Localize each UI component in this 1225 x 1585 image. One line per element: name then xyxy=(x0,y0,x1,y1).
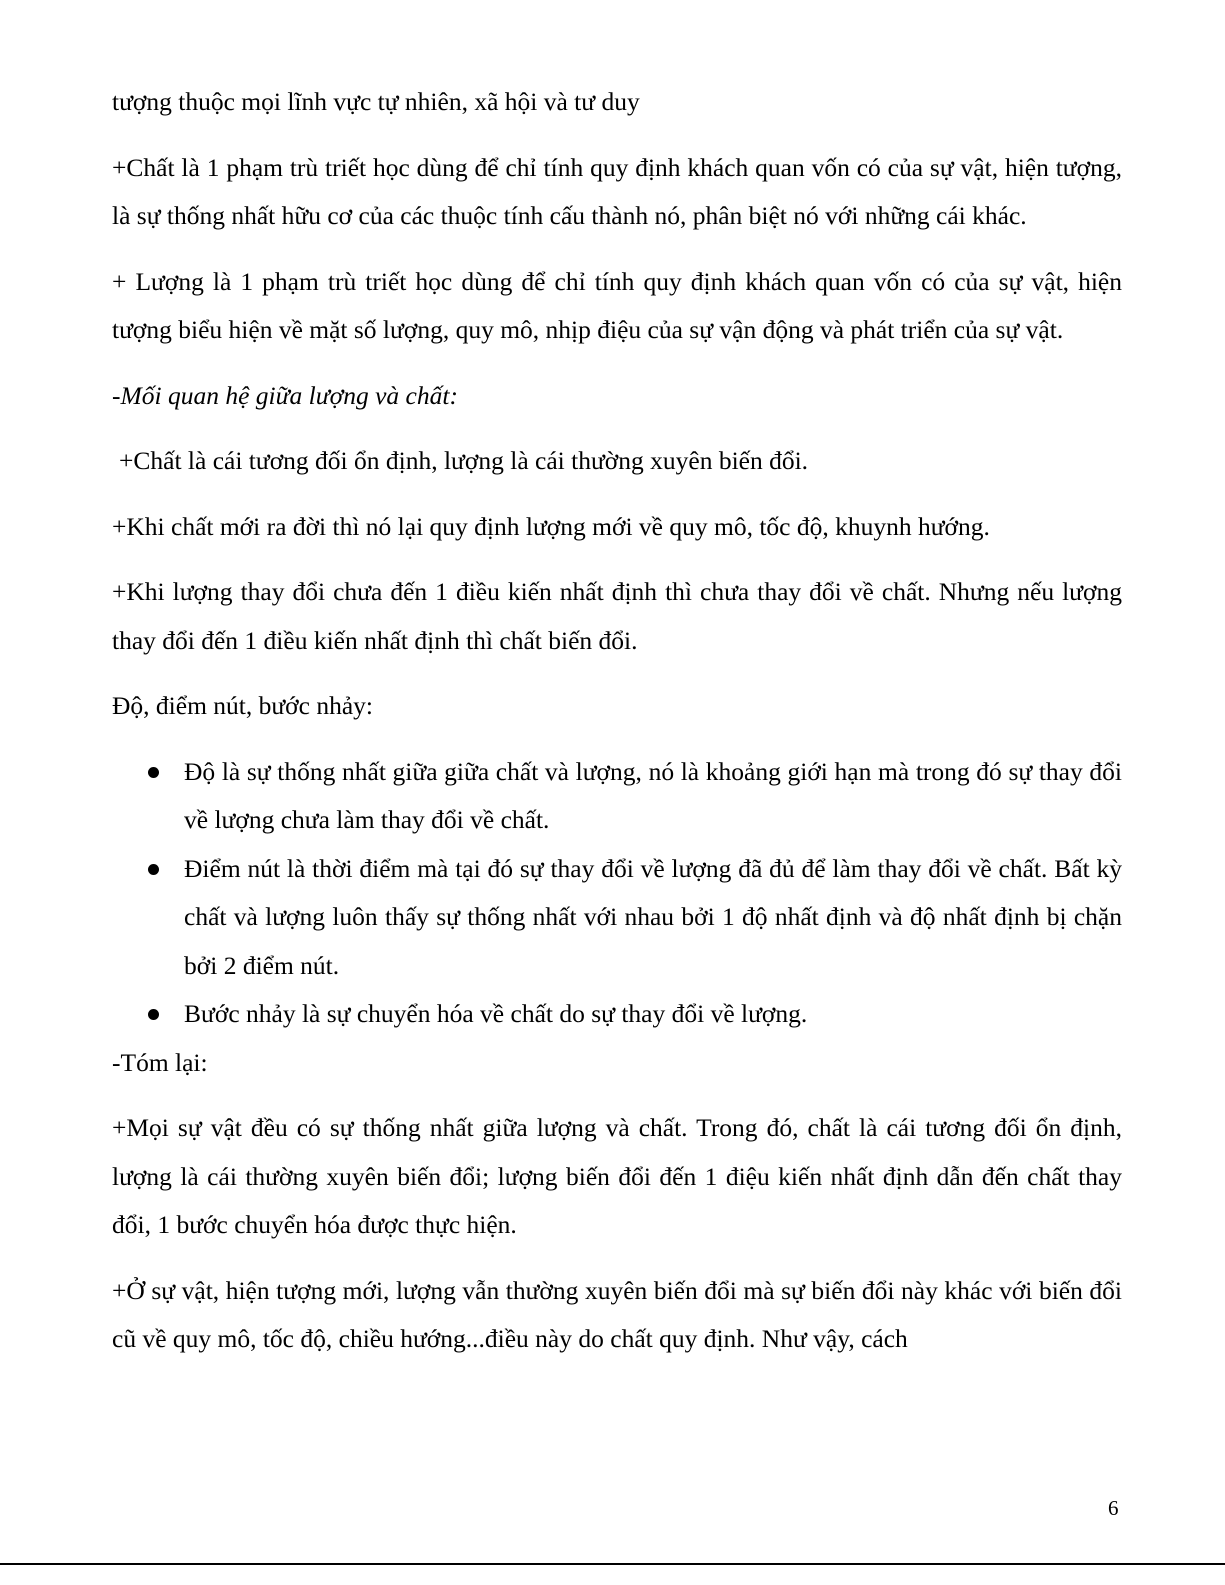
list-item xyxy=(112,990,1122,1039)
relation-point: +Chất là cái tương đối ổn định, lượng là cái thường xuyên biến đổi. xyxy=(119,446,809,475)
summary-heading: -Tóm lại: xyxy=(112,1047,208,1077)
list-item xyxy=(112,845,1122,991)
list-item-text: Độ là sự thống nhất giữa giữa chất và lượng, nó là khoảng giới hạn mà trong đó sự thay đổi về lượng chưa làm thay đổi về chất. xyxy=(184,756,1122,834)
bullet-dot-icon xyxy=(148,767,159,778)
list-item-text: Bước nhảy là sự chuyển hóa về chất do sự thay đổi về lượng. xyxy=(184,999,808,1028)
relation-point: +Khi lượng thay đổi chưa đến 1 điều kiến nhất định thì chưa thay đổi về chất. Nhưng nếu lượng thay đổi đến 1 điều kiến nhất định thì chất biến đổi. xyxy=(112,577,1122,655)
list-item xyxy=(112,748,1122,845)
concepts-heading: Độ, điểm nút, bước nhảy: xyxy=(112,691,374,720)
page-bottom-divider xyxy=(0,1563,1225,1565)
list-item-text: Điểm nút là thời điểm mà tại đó sự thay đổi về lượng đã đủ để làm thay đổi về chất. Bất kỳ chất và lượng luôn thấy sự thống nhất với nhau bởi 1 độ nhất định và độ nhất định bị chặn bởi 2 điểm nút. xyxy=(184,853,1122,980)
page-number: 6 xyxy=(1108,1496,1119,1520)
page-content xyxy=(112,78,1122,1381)
paragraph-continuation: tượng thuộc mọi lĩnh vực tự nhiên, xã hội và tư duy xyxy=(112,87,640,116)
summary-point: +Mọi sự vật đều có sự thống nhất giữa lượng và chất. Trong đó, chất là cái tương đối ổn định, lượng là cái thường xuyên biến đổi; lượng biến đổi đến 1 điệu kiến nhất định dẫn đến chất thay đổi, 1 bước chuyển hóa được thực hiện. xyxy=(112,1113,1122,1239)
relation-heading: -Mối quan hệ giữa lượng và chất: xyxy=(112,380,458,410)
bullet-dot-icon xyxy=(148,1009,159,1020)
summary-point: +Ở sự vật, hiện tượng mới, lượng vẫn thường xuyên biến đổi mà sự biến đổi này khác với biến đổi cũ về quy mô, tốc độ, chiều hướng...điều này do chất quy định. Như vậy, cách xyxy=(112,1275,1122,1353)
bullet-dot-icon xyxy=(148,864,159,875)
concepts-bullet-list xyxy=(112,748,1122,1039)
relation-point: +Khi chất mới ra đời thì nó lại quy định lượng mới về quy mô, tốc độ, khuynh hướng. xyxy=(112,511,990,541)
paragraph-luong-definition: + Lượng là 1 phạm trù triết học dùng để chỉ tính quy định khách quan vốn có của sự vật, hiện tượng biểu hiện về mặt số lượng, quy mô, nhịp điệu của sự vận động và phát triển của sự vật. xyxy=(112,266,1122,344)
paragraph-chat-definition: +Chất là 1 phạm trù triết học dùng để chỉ tính quy định khách quan vốn có của sự vật, hiện tượng, là sự thống nhất hữu cơ của các thuộc tính cấu thành nó, phân biệt nó với những cái khác. xyxy=(112,152,1122,230)
